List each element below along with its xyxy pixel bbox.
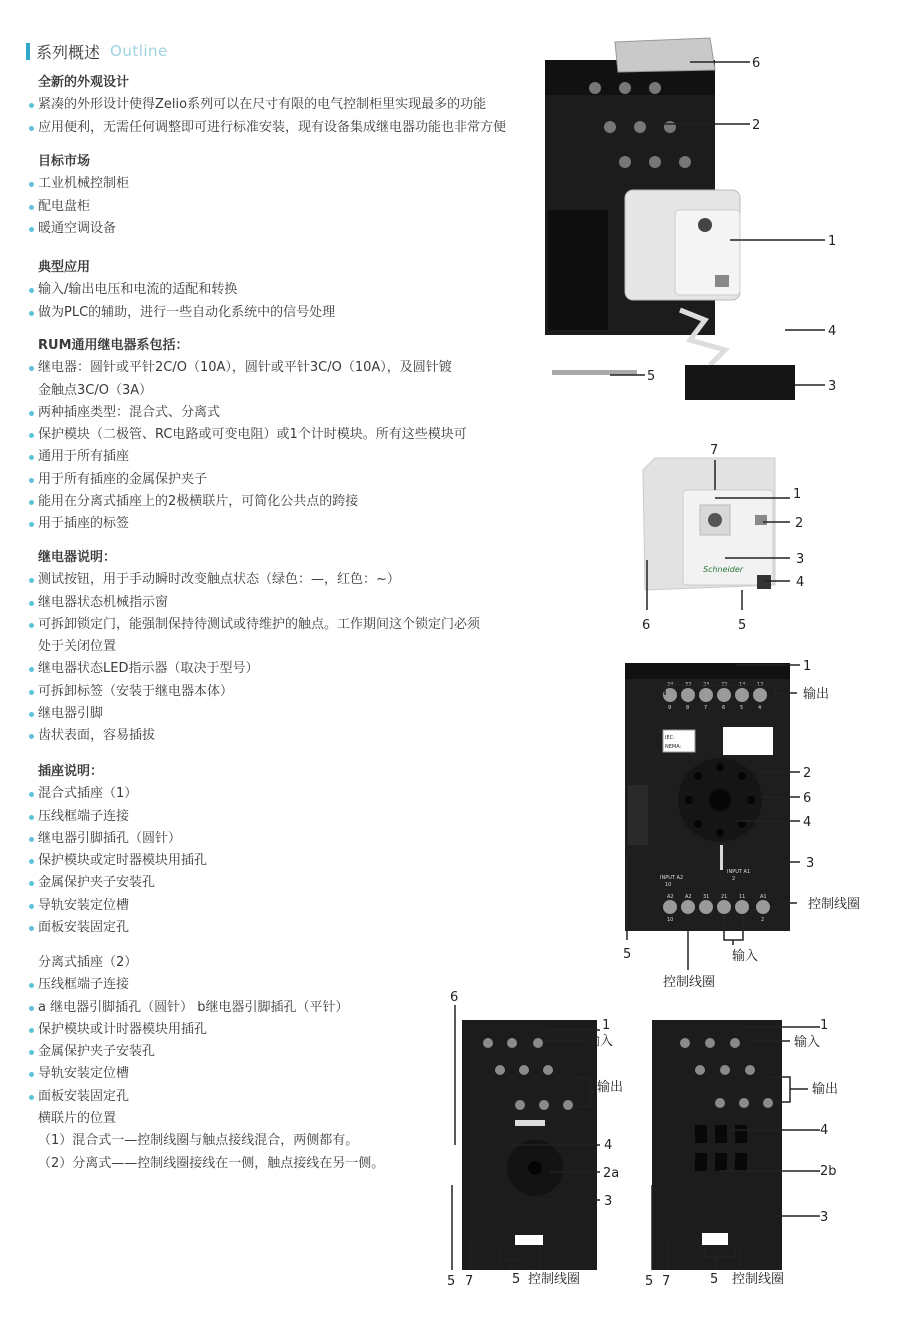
list-item: 两种插座类型：混合式、分离式 [28, 402, 528, 424]
list-item: 紧凑的外形设计使得Zelio系列可以在尺寸有限的电气控制柜里实现最多的功能 [28, 94, 528, 116]
label-area [515, 1235, 543, 1245]
list-item: 保护模块或计时器模块用插孔 [28, 1019, 528, 1041]
callout-1: 1 [803, 659, 812, 674]
callout-input: 输入 [587, 1034, 614, 1049]
callout-7: 7 [662, 1274, 671, 1289]
callout-coil: 控制线圈 [732, 1272, 785, 1287]
list-item: 混合式插座（1） [28, 783, 528, 805]
input-left-number: 10 [665, 882, 672, 888]
callout-1: 1 [793, 487, 802, 502]
bottom-terminal-number: 10 [667, 917, 674, 923]
callout-coil-bottom: 控制线圈 [663, 975, 716, 990]
bridge-note: （2）分离式——控制线圈接线在一侧，触点接线在另一侧。 [38, 1155, 385, 1171]
header-title-en: Outline [110, 42, 168, 60]
callout-5: 5 [647, 369, 656, 384]
input-left-label: INPUT A2 [660, 875, 684, 881]
list-item: a 继电器引脚插孔（圆针） b继电器引脚插孔（平针） [28, 997, 528, 1019]
callout-3: 3 [604, 1194, 613, 1209]
list-item: 做为PLC的辅助，进行一些自动化系统中的信号处理 [28, 302, 528, 324]
section-title: 目标市场 [38, 154, 91, 169]
top-terminal-label: 24 [667, 682, 674, 688]
callout-6: 6 [803, 791, 812, 806]
callout-1: 1 [828, 234, 837, 249]
list-item-continued: 金触点3C/O（3A） [38, 382, 153, 398]
list-item: 用于插座的标签 [28, 513, 528, 535]
list-item: 可拆卸标签（安装于继电器本体） [28, 681, 528, 703]
list-item: 继电器状态机械指示窗 [28, 592, 528, 614]
top-terminal-number: 5 [740, 705, 744, 711]
callout-input: 输入 [732, 949, 759, 964]
figure-separate-socket-a [440, 985, 650, 1290]
list-item: 面板安装固定孔 [28, 1086, 528, 1108]
top-terminal-number: 4 [758, 705, 762, 711]
list-item: 配电盘柜 [28, 196, 528, 218]
top-terminal-number: 7 [704, 705, 708, 711]
list-item: 保护模块（二极管、RC电路或可变电阻）或1个计时模块。所有这些模块可 [28, 424, 528, 446]
list-item: 用于所有插座的金属保护夹子 [28, 469, 528, 491]
callout-coil-right: 控制线圈 [808, 897, 861, 912]
callout-1: 1 [602, 1018, 611, 1033]
callout-6: 6 [642, 618, 651, 633]
section-title: 插座说明： [38, 764, 104, 779]
input-right-number: 2 [732, 876, 736, 882]
callout-2: 2 [803, 766, 812, 781]
section-title: 全新的外观设计 [38, 75, 130, 90]
figure-mixed-socket [615, 655, 880, 995]
bridge-title: 横联片的位置 [38, 1111, 117, 1127]
bottom-terminal-label: A2 [685, 894, 692, 900]
callout-2: 2 [795, 516, 804, 531]
callout-4: 4 [820, 1123, 829, 1138]
callout-5: 5 [623, 947, 632, 962]
top-terminal-label: 24 [703, 682, 710, 688]
clip-part [615, 38, 715, 72]
section-market [28, 151, 528, 240]
list-item: 压线框端子连接 [28, 974, 528, 996]
header-title-zh: 系列概述 [36, 42, 101, 62]
callout-1: 1 [820, 1018, 829, 1033]
figure-separate-socket-b [640, 985, 850, 1290]
callout-2b: 2b [820, 1164, 837, 1179]
section-title: RUM通用继电器系包括： [38, 338, 189, 353]
bottom-terminal-label: 31 [703, 894, 710, 900]
list-item: 保护模块或定时器模块用插孔 [28, 850, 528, 872]
badge-iec: IEC: [665, 735, 675, 741]
callout-5: 5 [447, 1274, 456, 1289]
bottom-terminal-number: 2 [761, 917, 765, 923]
section-application [28, 257, 528, 324]
led-window [757, 575, 771, 589]
list-item: 测试按钮，用于手动瞬时改变触点状态（绿色：—，红色：~） [28, 569, 528, 591]
section-title: 典型应用 [38, 260, 91, 275]
callout-6: 6 [450, 990, 459, 1005]
callout-2: 2 [752, 118, 761, 133]
list-item: 金属保护夹子安装孔 [28, 872, 528, 894]
list-item: 应用便利，无需任何调整即可进行标准安装，现有设备集成继电器功能也非常方便 [28, 117, 528, 139]
list-item: 暖通空调设备 [28, 218, 528, 240]
section-header [26, 40, 168, 62]
list-item: 输入/输出电压和电流的适配和转换 [28, 279, 528, 301]
callout-output: 输出 [803, 687, 830, 702]
callout-4: 4 [828, 324, 837, 339]
list-item: 通用于所有插座 [28, 446, 528, 468]
callout-4: 4 [803, 815, 812, 830]
section-title: 分离式插座（2） [38, 955, 138, 970]
section-title: 继电器说明： [38, 550, 117, 565]
callout-5: 5 [738, 618, 747, 633]
callout-4: 4 [796, 575, 805, 590]
callout-7: 7 [710, 443, 719, 458]
top-terminal-label: 32 [685, 682, 692, 688]
list-item: 压线框端子连接 [28, 806, 528, 828]
list-item-continued: 处于关闭位置 [38, 639, 117, 655]
top-terminal-label: 14 [739, 682, 746, 688]
list-item: 面板安装固定孔 [28, 917, 528, 939]
list-item: 工业机械控制柜 [28, 173, 528, 195]
bridge-note: （1）混合式一—控制线圈与触点接线混合，两侧都有。 [38, 1133, 359, 1149]
section-rum [28, 335, 528, 536]
callout-6: 6 [752, 56, 761, 71]
top-terminal-label: 22 [721, 682, 728, 688]
list-item: 能用在分离式插座上的2极横联片，可简化公共点的跨接 [28, 491, 528, 513]
top-terminal-label: 12 [757, 682, 764, 688]
callout-output: 输出 [597, 1080, 624, 1095]
brand-logo: Schneider [703, 565, 744, 574]
list-item: 金属保护夹子安装孔 [28, 1041, 528, 1063]
list-item: 继电器：圆针或平针2C/O（10A），圆针或平针3C/O（10A），及圆针镀 [28, 357, 528, 379]
input-right-label: INPUT A1 [727, 869, 751, 875]
figure-relay-closeup [635, 440, 815, 635]
callout-3: 3 [820, 1210, 829, 1225]
list-item: 继电器状态LED指示器（取决于型号） [28, 658, 528, 680]
callout-5: 5 [645, 1274, 654, 1289]
callout-3: 3 [806, 856, 815, 871]
callout-2a: 2a [603, 1166, 620, 1181]
bottom-terminal-label: A2 [667, 894, 674, 900]
label-area [702, 1233, 728, 1245]
section-socket [28, 761, 528, 939]
top-terminal-number: 6 [722, 705, 726, 711]
list-item: 齿状表面，容易插拔 [28, 725, 528, 747]
callout-5b: 5 [710, 1272, 719, 1287]
socket-body [652, 1020, 782, 1270]
bottom-terminal-label: 11 [739, 894, 746, 900]
callout-7: 7 [465, 1274, 474, 1289]
callout-3: 3 [828, 379, 837, 394]
callout-4: 4 [604, 1138, 613, 1153]
bottom-terminal-label: A1 [760, 894, 767, 900]
callout-coil: 控制线圈 [528, 1272, 581, 1287]
badge-nema: NEMA: [665, 744, 682, 750]
section-relay [28, 547, 528, 748]
bottom-terminal-label: 21 [721, 894, 728, 900]
top-terminal-number: 9 [668, 705, 672, 711]
callout-input: 输入 [794, 1035, 821, 1050]
label-area [723, 727, 773, 755]
section-design [28, 72, 528, 139]
figure-exploded-relay [540, 30, 860, 410]
list-item: 导轨安装定位槽 [28, 1063, 528, 1085]
top-terminal-number: 8 [686, 705, 690, 711]
callout-output: 输出 [812, 1082, 839, 1097]
list-item: 继电器引脚插孔（圆针） [28, 828, 528, 850]
callout-5b: 5 [512, 1272, 521, 1287]
protection-module [685, 365, 795, 400]
list-item: 导轨安装定位槽 [28, 895, 528, 917]
header-accent-bar [26, 43, 30, 60]
test-button [708, 513, 722, 527]
callout-3: 3 [796, 552, 805, 567]
list-item: 继电器引脚 [28, 703, 528, 725]
list-item: 可拆卸锁定门，能强制保持待测试或待维护的触点。工作期间这个锁定门必须 [28, 614, 528, 636]
test-button [698, 218, 712, 232]
